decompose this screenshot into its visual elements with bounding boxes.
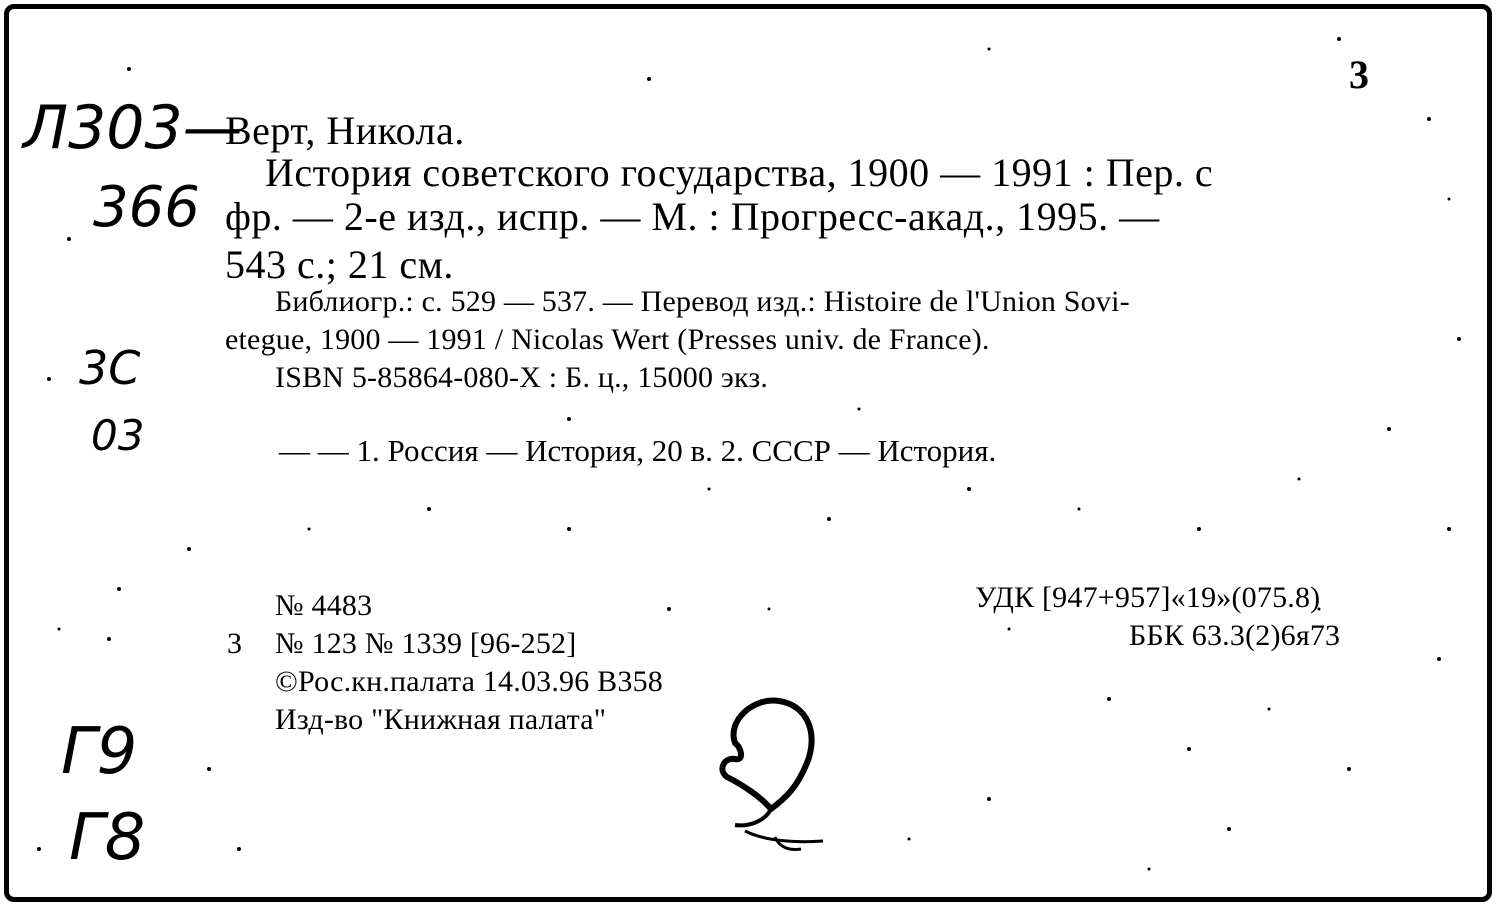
prefix-number: 3 bbox=[227, 627, 243, 660]
bbk-code: ББК 63.3(2)6я73 bbox=[1129, 619, 1341, 652]
udk-code: УДК [947+957]«19»(075.8) bbox=[975, 581, 1321, 614]
handwritten-mark-g9: Г9 bbox=[61, 715, 138, 789]
handwritten-mark-icon bbox=[705, 691, 835, 861]
handwritten-mark-g8: Г8 bbox=[69, 801, 146, 875]
issue-numbers: № 123 № 1339 [96-252] bbox=[275, 627, 577, 660]
handwritten-mark-03: 03 bbox=[91, 411, 145, 460]
bibliography-note-line-2: etegue, 1900 — 1991 / Nicolas Wert (Presses univ. de France). bbox=[225, 323, 990, 356]
title-line-3: 543 с.; 21 см. bbox=[225, 242, 454, 287]
bibliography-note-line-1: Библиогр.: с. 529 — 537. — Перевод изд.: Histoire de l'Union Sovi- bbox=[275, 285, 1130, 318]
record-number: № 4483 bbox=[275, 589, 373, 622]
subject-headings: — — 1. Россия — История, 20 в. 2. СССР — История. bbox=[279, 433, 997, 468]
title-line-1: История советского государства, 1900 — 1991 : Пер. с bbox=[265, 150, 1214, 195]
page-number: 3 bbox=[1349, 52, 1370, 97]
catalog-card bbox=[4, 4, 1492, 902]
handwritten-mark-3c: 3С bbox=[79, 341, 141, 395]
author-heading: Верт, Никола. bbox=[225, 108, 465, 153]
copyright-line: ©Рос.кн.палата 14.03.96 В358 bbox=[275, 665, 663, 698]
call-number-handwritten-2: 366 bbox=[93, 175, 200, 240]
isbn-line: ISBN 5-85864-080-X : Б. ц., 15000 экз. bbox=[275, 361, 769, 394]
call-number-handwritten: Л303— bbox=[23, 93, 243, 163]
title-line-2: фр. — 2-е изд., испр. — М. : Прогресс-акад., 1995. — bbox=[225, 194, 1160, 239]
publisher-line: Изд-во "Книжная палата" bbox=[275, 703, 607, 736]
